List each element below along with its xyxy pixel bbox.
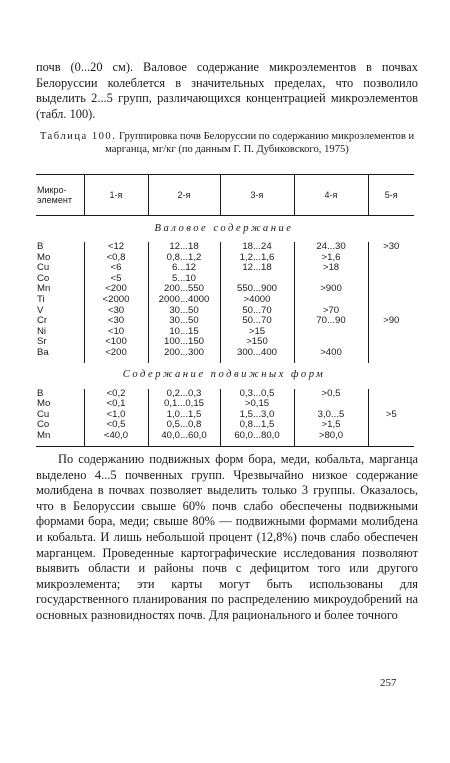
- mobile-rows: [36, 389, 414, 446]
- value-cell: [368, 253, 414, 264]
- value-cell: [368, 431, 414, 446]
- value-cell: 0,2...0,3: [148, 389, 220, 400]
- header-group-3: 3-я: [220, 175, 294, 216]
- value-cell: 50...70: [220, 306, 294, 317]
- total-rows: [36, 242, 414, 363]
- value-cell: >0,15: [220, 399, 294, 410]
- header-group-4: 4-я: [294, 175, 368, 216]
- value-cell: >90: [368, 316, 414, 327]
- value-cell: [368, 327, 414, 338]
- value-cell: <0,1: [84, 399, 148, 410]
- table-row: [36, 263, 414, 274]
- table-header-row: [36, 175, 414, 216]
- value-cell: <5: [84, 274, 148, 285]
- value-cell: >70: [294, 306, 368, 317]
- value-cell: >18: [294, 263, 368, 274]
- value-cell: [368, 284, 414, 295]
- element-cell: B: [37, 387, 44, 399]
- value-cell: [368, 295, 414, 306]
- element-cell: Cu: [37, 262, 50, 274]
- intro-paragraph: [36, 60, 418, 122]
- value-cell: 40,0...60,0: [148, 431, 220, 446]
- value-cell: >0,5: [294, 389, 368, 400]
- header-group-2: 2-я: [148, 175, 220, 216]
- element-cell: Co: [37, 272, 50, 284]
- body-paragraph: [36, 452, 418, 624]
- value-cell: 60,0...80,0: [220, 431, 294, 446]
- table-row: [36, 242, 414, 253]
- value-cell: <30: [84, 316, 148, 327]
- value-cell: [368, 420, 414, 431]
- table-row: [36, 337, 414, 348]
- value-cell: [294, 327, 368, 338]
- table-row: [36, 274, 414, 285]
- grouping-table: [36, 174, 414, 447]
- value-cell: >30: [368, 242, 414, 253]
- value-cell: >4000: [220, 295, 294, 306]
- element-cell: Cu: [37, 408, 50, 420]
- value-cell: <1,0: [84, 410, 148, 421]
- section-header: [36, 363, 414, 389]
- value-cell: <2000: [84, 295, 148, 306]
- table-row: [36, 295, 414, 306]
- element-cell: Ba: [37, 346, 49, 358]
- value-cell: 12...18: [148, 242, 220, 253]
- value-cell: 2000...4000: [148, 295, 220, 306]
- value-cell: 10...15: [148, 327, 220, 338]
- value-cell: 0,3...0,5: [220, 389, 294, 400]
- value-cell: >400: [294, 348, 368, 363]
- caption-lead: Таблица 100.: [39, 131, 117, 142]
- table-row: [36, 316, 414, 327]
- value-cell: 1,0...1,5: [148, 410, 220, 421]
- header-element: Микро- элемент: [37, 185, 72, 205]
- table-row: [36, 420, 414, 431]
- value-cell: <100: [84, 337, 148, 348]
- value-cell: 5...10: [148, 274, 220, 285]
- value-cell: [368, 337, 414, 348]
- table-row: [36, 284, 414, 295]
- intro-text: почв (0...20 см). Валовое содержание микроэлементов в почвах Белоруссии колеблется в значительных пределах, что позволило выделить 2...5 групп, различающихся концентрацией микроэлементов (табл. 100).: [36, 60, 418, 121]
- value-cell: <200: [84, 348, 148, 363]
- mobile-content-body: [36, 363, 414, 389]
- page-number: 257: [380, 677, 397, 689]
- value-cell: 0,8...1,2: [148, 253, 220, 264]
- value-cell: 200...300: [148, 348, 220, 363]
- element-cell: V: [37, 304, 44, 316]
- value-cell: 300...400: [220, 348, 294, 363]
- element-cell: Co: [37, 419, 50, 431]
- table-row: [36, 399, 414, 410]
- element-cell: Cr: [37, 315, 48, 327]
- value-cell: >5: [368, 410, 414, 421]
- value-cell: >1,6: [294, 253, 368, 264]
- table-row: [36, 431, 414, 446]
- value-cell: [368, 389, 414, 400]
- value-cell: 1,2...1,6: [220, 253, 294, 264]
- body-text: По содержанию подвижных форм бора, меди, кобальта, марганца выделено 4...5 почвенных групп. Чрезвычайно низкое содержание молибдена в почвах позволяет выделить только 3 группы. Оказалось, что в Белоруссии свыше 60% почв слабо обеспечены подвижными формами бора, меди; свыше 80% — подвижными формами молибдена и кобальта. И лишь небольшой процент (12,8%) почв слабо обеспечен марганцем. Проведенные картографические исследования позволяют выявить области и районы почв с дефицитом того или другого микроэлемента; эти карты могут быть использованы для государственного планирования по распределению микроудобрений на основных разновидностях почв. Для рационального и более точного: [36, 452, 418, 622]
- header-group-1: 1-я: [84, 175, 148, 216]
- value-cell: >150: [220, 337, 294, 348]
- value-cell: <12: [84, 242, 148, 253]
- value-cell: 30...50: [148, 316, 220, 327]
- value-cell: [368, 263, 414, 274]
- table-row: [36, 410, 414, 421]
- caption-text: Группировка почв Белоруссии по содержанию микроэлементов и марганца, мг/кг (по данным Г. П. Дубиковского, 1975): [105, 131, 415, 155]
- value-cell: 50...70: [220, 316, 294, 327]
- element-cell: Mn: [37, 283, 51, 295]
- element-cell: Mo: [37, 398, 51, 410]
- element-cell: Ni: [37, 325, 47, 337]
- total-content-body: [36, 216, 414, 243]
- value-cell: 6...12: [148, 263, 220, 274]
- table-caption: [36, 131, 418, 156]
- table-row: [36, 253, 414, 264]
- element-cell: Sr: [37, 336, 47, 348]
- value-cell: 0,1...0,15: [148, 399, 220, 410]
- value-cell: 12...18: [220, 263, 294, 274]
- value-cell: >15: [220, 327, 294, 338]
- value-cell: <200: [84, 284, 148, 295]
- section-header: [36, 216, 414, 243]
- value-cell: <0,2: [84, 389, 148, 400]
- value-cell: <0,8: [84, 253, 148, 264]
- value-cell: [368, 348, 414, 363]
- value-cell: 550...900: [220, 284, 294, 295]
- table-row: [36, 327, 414, 338]
- value-cell: 70...90: [294, 316, 368, 327]
- table-row: [36, 306, 414, 317]
- value-cell: >900: [294, 284, 368, 295]
- value-cell: >80,0: [294, 431, 368, 446]
- value-cell: 24...30: [294, 242, 368, 253]
- section-total-title: Валовое содержание: [154, 222, 294, 234]
- element-cell: Mo: [37, 251, 51, 263]
- value-cell: 18...24: [220, 242, 294, 253]
- value-cell: [368, 274, 414, 285]
- value-cell: <6: [84, 263, 148, 274]
- header-group-5: 5-я: [368, 175, 414, 216]
- table-row: [36, 389, 414, 400]
- section-mobile-title: Содержание подвижных форм: [122, 369, 326, 381]
- table-row: [36, 348, 414, 363]
- element-cell: Mn: [37, 429, 51, 441]
- value-cell: <30: [84, 306, 148, 317]
- value-cell: 3,0...5: [294, 410, 368, 421]
- value-cell: 0,5...0,8: [148, 420, 220, 431]
- value-cell: >1,5: [294, 420, 368, 431]
- value-cell: 100...150: [148, 337, 220, 348]
- element-cell: Ti: [37, 293, 45, 305]
- element-cell: B: [37, 241, 44, 252]
- value-cell: <10: [84, 327, 148, 338]
- value-cell: <40,0: [84, 431, 148, 446]
- value-cell: 1,5...3,0: [220, 410, 294, 421]
- value-cell: 200...550: [148, 284, 220, 295]
- value-cell: 0,8...1,5: [220, 420, 294, 431]
- value-cell: [294, 295, 368, 306]
- value-cell: <0,5: [84, 420, 148, 431]
- value-cell: 30...50: [148, 306, 220, 317]
